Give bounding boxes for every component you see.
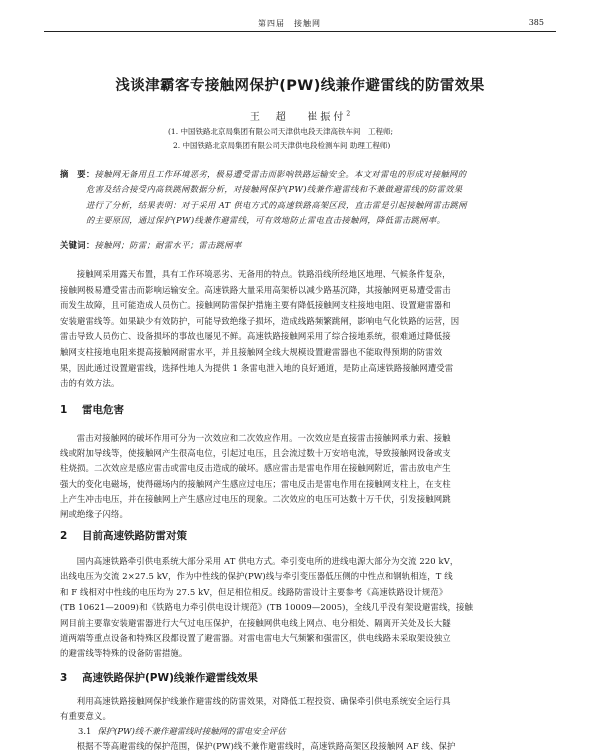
intro-paragraph — [60, 267, 548, 392]
section-1-line: 柱烧损。二次效应是感应雷击或雷电反击造成的破坏。感应雷击是雷电作用在接触网附近，雷击放电产生 — [60, 463, 451, 474]
last-visible-line: 根据不等高避雷线的保护范围，保护(PW)线不兼作避雷线时，高速铁路高架区段接触网 AF 线、保护 — [76, 741, 456, 751]
keywords — [60, 239, 548, 251]
affiliation-1: (1. 中国铁路北京局集团有限公司天津供电段天津高铁车间 工程师; — [168, 127, 393, 136]
author-2: 崔振付 — [307, 112, 347, 123]
intro-line: 而发生故障，且可能造成人员伤亡。接触网防雷保护措施主要有降低接触网支柱接地电阻、设置避雷器和 — [60, 300, 451, 311]
section-3-heading — [60, 670, 548, 685]
subsection-3-1-title: 保护(PW)线不兼作避雷线时接触网的雷电安全评估 — [97, 726, 286, 736]
abstract-label: 摘 要： — [60, 169, 95, 179]
section-2-number: 2 — [60, 530, 68, 542]
affiliation-2: 2. 中国铁路北京局集团有限公司天津供电段检测车间 助理工程师) — [173, 141, 391, 150]
section-2-line: 出线电压为交流 2×27.5 kV，作为中性线的保护(PW)线与牵引变压器低压侧的中性点和钢轨相连，T 线 — [60, 571, 453, 582]
intro-line: 接触网采用露天布置，具有工作环境恶劣、无备用的特点。铁路沿线所经地区地理、气候条件复杂， — [76, 269, 451, 279]
intro-line: 触网支柱接地电阻来提高接触网耐雷水平，并且接触网全线大规模设置避雷器也不能取得预期的防雷效 — [60, 346, 443, 357]
section-1-heading — [60, 402, 548, 417]
intro-line: 接触网极易遭受雷击而影响运输安全。高速铁路大量采用高架桥以减少路基沉降，其接触网更易遭受雷击 — [60, 284, 451, 295]
keywords-label: 关键词： — [60, 240, 95, 250]
section-2-heading — [60, 528, 548, 543]
section-2-title: 目前高速铁路防雷对策 — [82, 530, 187, 542]
intro-line: 击的有效方法。 — [60, 378, 120, 389]
section-3-line: 有重要意义。 — [60, 711, 111, 721]
section-1-title: 雷电危害 — [82, 404, 124, 416]
section-2-line: 网目前主要靠安装避雷器进行大气过电压保护，在接触网供电线上网点、电分相处、隔离开关处及长大隧 — [60, 617, 451, 628]
subsection-3-1-heading — [78, 725, 548, 737]
intro-line: 安装避雷线等。如果缺少有效防护，可能导致绝缘子损坏，造成线路频繁跳闸，影响电气化铁路的运营，因 — [60, 315, 460, 326]
abstract-line: 的主要原因，通过保护(PW)线兼作避雷线，可有效地防止雷电直击接触网，降低雷击跳闸率。 — [86, 215, 446, 226]
section-2-line: (TB 10621—2009)和《铁路电力牵引供电设计规范》(TB 10009—2005)，全线几乎没有架设避雷线，接触 — [60, 602, 473, 613]
section-2-line: 的避雷线等特殊的设备防雷措施。 — [60, 648, 188, 659]
section-1-line: 雷击对接触网的破坏作用可分为一次效应和二次效应作用。一次效应是直接雷击接触网承力索、接触 — [76, 433, 451, 443]
paper-title: 浅谈津霸客专接触网保护(PW)线兼作避雷线的防雷效果 — [115, 78, 485, 94]
header-rule — [44, 31, 556, 32]
section-3-line: 利用高速铁路接触网保护线兼作避雷线的防雷效果，对降低工程投资、确保牵引供电系统安全运行具 — [76, 696, 451, 706]
section-3-title: 高速铁路保护(PW)线兼作避雷线效果 — [82, 672, 258, 684]
section-3-number: 3 — [60, 672, 68, 684]
author-line — [40, 108, 560, 123]
abstract-line: 进行了分析，结果表明：对于采用 AT 供电方式的高速铁路高架区段，直击雷是引起接触网雷击跳闸 — [86, 199, 467, 210]
page-number: 385 — [528, 18, 544, 27]
section-2-body — [60, 554, 548, 662]
section-1-line: 上产生冲击电压，并在接触网上产生感应过电压的现象。二次效应的电压可达数十万千伏，引发接触网跳 — [60, 493, 451, 504]
section-1-line: 闸或绝缘子闪络。 — [60, 509, 128, 520]
section-1-number: 1 — [60, 404, 68, 416]
intro-line: 雷击导致人员伤亡、设备损坏的事故也屡见不鲜。高速铁路接触网采用了综合接地系统，很难通过降低接 — [60, 331, 451, 342]
section-2-line: 国内高速铁路牵引供电系统大部分采用 AT 供电方式。牵引变电所的进线电源大部分为交流 220 kV， — [76, 556, 459, 566]
journal-name: 第四届 接触网 — [258, 19, 321, 28]
keywords-text: 接触网；防雷；耐雷水平；雷击跳闸率 — [94, 240, 242, 250]
section-3-body — [60, 694, 548, 724]
section-1-line: 线或附加导线等，使接触网产生很高电位，引起过电压，且会流过数十万安培电流，导致接触网设备或支 — [60, 448, 451, 459]
section-2-line: 道两端等重点设备和特殊区段都设置了避雷器。对雷电雷电大气频繁和强雷区，供电线路未采取架设独立 — [60, 633, 451, 644]
running-head — [0, 16, 600, 30]
abstract-line: 接触网无备用且工作环境恶劣，极易遭受雷击而影响铁路运输安全。本文对雷电的形成对接触网的 — [94, 169, 467, 179]
abstract-line: 危害及结合接受内高铁跳闸数据分析，对接触网保护(PW)线兼作避雷线和不兼做避雷线的防雷效果 — [86, 184, 463, 195]
author-2-affiliation-mark: 2 — [346, 110, 351, 118]
section-1-line: 强大的变化电磁场，使得磁场内的接触网产生感应过电压；雷电反击是雷电作用在接触网支柱上，在支柱 — [60, 478, 451, 489]
intro-line: 果，因此通过设置避雷线，选择性地人为提供 1 条雷电泄入地的良好通道，是防止高速铁路接触网遭受雷 — [60, 362, 454, 373]
author-1: 王 超 — [249, 112, 289, 123]
subsection-3-1-number: 3.1 — [78, 726, 92, 736]
section-2-line: 和 F 线相对中性线的电压均为 27.5 kV，但足相位相反。线路防雷设计主要参考《高速铁路设计规范》 — [60, 586, 448, 597]
section-1-body — [60, 431, 548, 522]
abstract — [60, 167, 548, 229]
